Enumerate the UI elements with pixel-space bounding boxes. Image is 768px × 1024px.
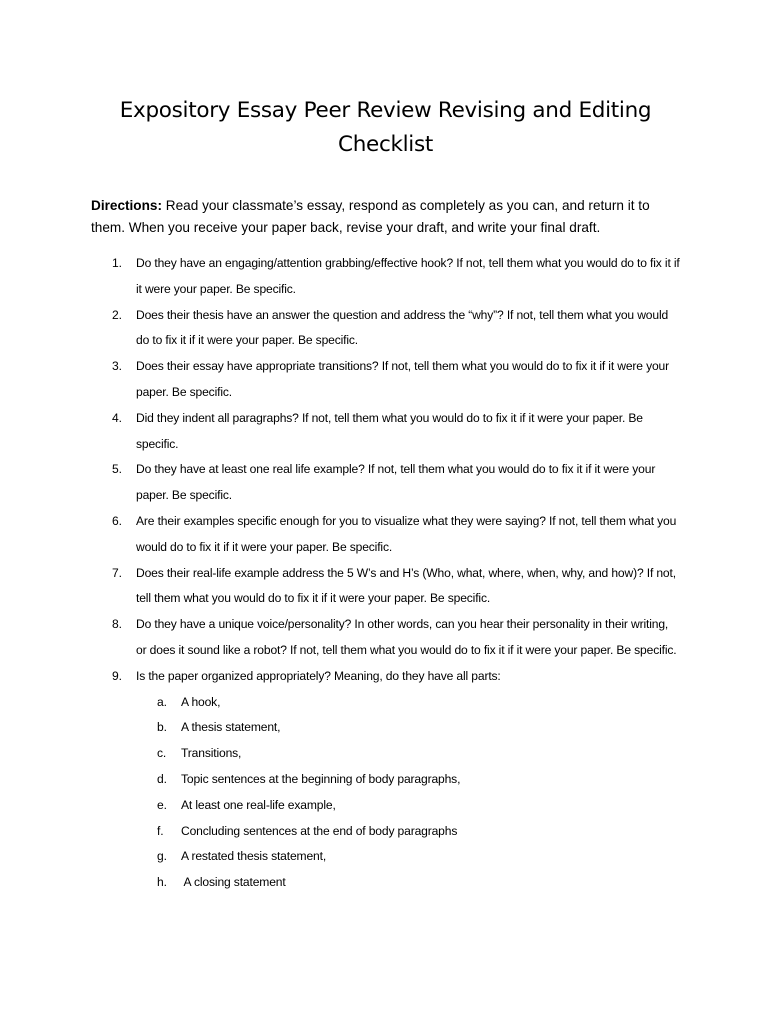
item-number: 4. [112, 410, 122, 425]
checklist-subitem [136, 690, 680, 716]
checklist-subitem [136, 715, 680, 741]
checklist [91, 251, 680, 896]
item-text: Does their thesis have an answer the question and address the “why”? If not, tell them what you would do to fix it if it were your paper. Be specific. [136, 307, 669, 348]
subitem-letter: g. [157, 849, 167, 864]
item-text: Are their examples specific enough for you to visualize what they were saying? If not, tell them what you would do to fix it if it were your paper. Be specific. [136, 513, 677, 554]
checklist-item [91, 354, 680, 406]
checklist-subitem [136, 844, 680, 870]
item-number: 7. [112, 565, 122, 580]
item-text: Does their real-life example address the 5 W’s and H’s (Who, what, where, when, why, and how)? If not, tell them what you would do to fix it if it were your paper. Be specific. [136, 565, 676, 606]
directions-label: Directions: [91, 198, 163, 213]
subitem-letter: d. [157, 771, 167, 786]
checklist-subitem [136, 767, 680, 793]
subitem-text: At least one real-life example, [181, 797, 336, 812]
subitem-letter: h. [157, 875, 167, 890]
subitem-text: Topic sentences at the beginning of body paragraphs, [181, 771, 461, 786]
item-text: Does their essay have appropriate transitions? If not, tell them what you would do to fix it if it were your paper. Be specific. [136, 359, 669, 399]
subitem-text: A hook, [181, 694, 221, 709]
item-number: 6. [112, 513, 122, 528]
item-number: 9. [112, 668, 122, 683]
title-line-1: Expository Essay Peer Review Revising and Editing [119, 98, 652, 123]
subitem-text: A restated thesis statement, [181, 849, 327, 864]
item-text: Do they have a unique voice/personality? In other words, can you hear their personality in their writing, or does it sound like a robot? If not, tell them what you would do to fix it if it were your paper. Be specific. [136, 617, 677, 657]
item-text: Do they have an engaging/attention grabbing/effective hook? If not, tell them what you would do to fix it if it were your paper. Be specific. [136, 256, 680, 296]
subitem-letter: f. [157, 823, 164, 838]
item-text: Do they have at least one real life example? If not, tell them what you would do to fix it if it were your paper. Be specific. [136, 462, 656, 503]
subitem-text: Transitions, [181, 746, 242, 761]
checklist-item [91, 303, 680, 355]
checklist-item [91, 561, 680, 613]
checklist-item [91, 251, 680, 303]
page-title [91, 94, 680, 162]
directions-text: Read your classmate’s essay, respond as completely as you can, and return it to them. When you receive your paper back, revise your draft, and write your final draft. [91, 198, 650, 235]
subitem-letter: c. [157, 746, 167, 761]
item-text: Is the paper organized appropriately? Meaning, do they have all parts: [136, 668, 501, 683]
checklist-item [91, 509, 680, 561]
title-line-2: Checklist [337, 132, 434, 157]
checklist-item [91, 612, 680, 664]
checklist-item [91, 664, 680, 896]
directions-paragraph [91, 195, 680, 239]
subitem-letter: b. [157, 720, 167, 735]
checklist-subitem [136, 793, 680, 819]
subitem-text: Concluding sentences at the end of body paragraphs [181, 823, 458, 838]
checklist-item [91, 406, 680, 458]
checklist-subitem [136, 870, 680, 896]
checklist-item [91, 457, 680, 509]
subitem-text: A thesis statement, [181, 720, 281, 735]
item-text: Did they indent all paragraphs? If not, tell them what you would do to fix it if it were your paper. Be specific. [136, 410, 643, 451]
checklist-subitem [136, 819, 680, 845]
checklist-subitem [136, 741, 680, 767]
subitem-letter: a. [157, 694, 167, 709]
item-number: 2. [112, 307, 122, 322]
subitem-letter: e. [157, 797, 167, 812]
checklist-subitems [136, 690, 680, 896]
item-number: 1. [112, 256, 122, 270]
item-number: 3. [112, 359, 122, 374]
item-number: 8. [112, 617, 122, 632]
item-number: 5. [112, 462, 122, 477]
subitem-text: A closing statement [181, 875, 286, 890]
